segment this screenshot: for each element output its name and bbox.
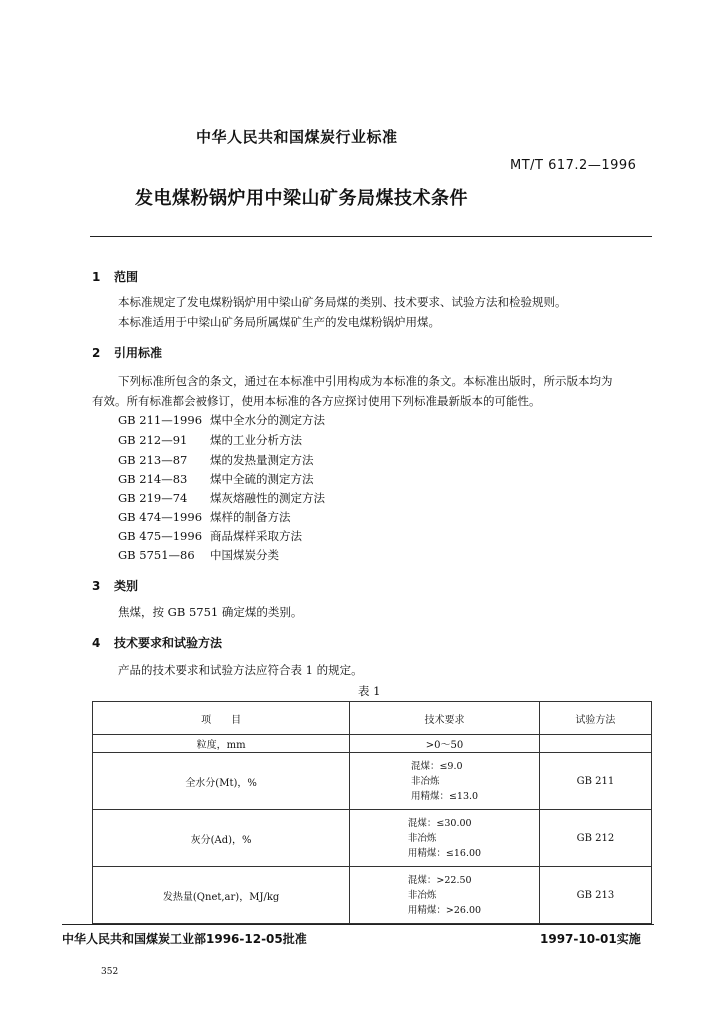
- ref-code: GB 475—1996: [118, 529, 203, 543]
- footer-approval: 中华人民共和国煤炭工业部1996-12-05批准: [62, 932, 307, 946]
- section-3-number: 3: [92, 579, 101, 593]
- spec-table: [92, 701, 652, 924]
- req-line: 混煤：≤9.0: [410, 760, 463, 772]
- ref-name: 煤中全水分的测定方法: [210, 413, 325, 427]
- page-number: 352: [101, 967, 119, 977]
- table-row: [93, 735, 652, 753]
- section-2-title: 引用标准: [114, 346, 163, 360]
- req-line: 用精煤：≤16.00: [407, 847, 482, 859]
- section-2-para-1b: 有效。所有标准都会被修订，使用本标准的各方应探讨使用下列标准最新版本的可能性。: [92, 394, 541, 408]
- section-4-para-1: 产品的技术要求和试验方法应符合表 1 的规定。: [118, 663, 363, 677]
- ref-item: [118, 528, 302, 544]
- table-cell-method: [539, 735, 651, 753]
- table-header-method: 试验方法: [539, 702, 651, 735]
- table-cell-item: 全水分(Mt)，%: [93, 753, 350, 810]
- section-1-number: 1: [92, 270, 101, 284]
- section-3-title: 类别: [114, 579, 139, 593]
- ref-item: [118, 412, 325, 428]
- table-cell-item: 灰分(Ad)，%: [93, 810, 350, 867]
- header-org: 中华人民共和国煤炭行业标准: [196, 128, 398, 146]
- section-1-para-2: 本标准适用于中梁山矿务局所属煤矿生产的发电煤粉锅炉用煤。: [118, 315, 440, 329]
- table-caption: 表 1: [358, 684, 381, 698]
- ref-code: GB 5751—86: [118, 548, 195, 562]
- ref-code: GB 211—1996: [118, 413, 203, 427]
- table-cell-requirement: [350, 810, 540, 867]
- section-2-number: 2: [92, 346, 101, 360]
- ref-name: 煤的工业分析方法: [210, 433, 302, 447]
- ref-code: GB 212—91: [118, 433, 188, 447]
- table-header-row: [93, 702, 652, 735]
- section-1-para-1: 本标准规定了发电煤粉锅炉用中梁山矿务局煤的类别、技术要求、试验方法和检验规则。: [118, 295, 567, 309]
- ref-name: 中国煤炭分类: [210, 548, 279, 562]
- ref-item: [118, 547, 279, 563]
- req-line: 用精煤：>26.00: [407, 904, 482, 916]
- table-cell-requirement: [350, 867, 540, 924]
- table-cell-item: 粒度，mm: [93, 735, 350, 753]
- section-1-title: 范围: [114, 270, 139, 284]
- table-cell-item: 发热量(Qnet,ar)，MJ/kg: [93, 867, 350, 924]
- table-cell-requirement: [350, 753, 540, 810]
- ref-item: [118, 432, 302, 448]
- table-cell-method: GB 212: [539, 810, 651, 867]
- table-row: [93, 753, 652, 810]
- table-row: [93, 867, 652, 924]
- ref-item: [118, 490, 325, 506]
- ref-item: [118, 452, 314, 468]
- table-cell-method: GB 211: [539, 753, 651, 810]
- table-cell-requirement: >0～50: [350, 735, 540, 753]
- ref-name: 煤的发热量测定方法: [210, 453, 314, 467]
- section-2-heading: [92, 344, 162, 361]
- req-line: 非冶炼: [410, 775, 440, 787]
- ref-item: [118, 509, 291, 525]
- section-4-number: 4: [92, 636, 101, 650]
- ref-code: GB 219—74: [118, 491, 188, 505]
- section-3-heading: [92, 577, 138, 594]
- standard-code: MT/T 617.2—1996: [510, 158, 637, 173]
- footer-effective-date: 1997-10-01实施: [540, 932, 641, 946]
- ref-code: GB 214—83: [118, 472, 188, 486]
- section-2-para-1a: 下列标准所包含的条文，通过在本标准中引用构成为本标准的条文。本标准出版时，所示版本均为: [118, 374, 613, 388]
- table-header-requirement: 技术要求: [350, 702, 540, 735]
- section-4-heading: [92, 634, 222, 651]
- table-cell-method: GB 213: [539, 867, 651, 924]
- req-line: 非冶炼: [407, 832, 437, 844]
- section-1-heading: [92, 268, 138, 285]
- table-header-item: 项 目: [93, 702, 350, 735]
- req-line: 混煤：>22.50: [407, 874, 472, 886]
- section-3-para-1: 焦煤，按 GB 5751 确定煤的类别。: [118, 605, 303, 619]
- req-line: 用精煤：≤13.0: [410, 790, 479, 802]
- table-row: [93, 810, 652, 867]
- ref-name: 商品煤样采取方法: [210, 529, 302, 543]
- ref-name: 煤灰熔融性的测定方法: [210, 491, 325, 505]
- ref-name: 煤中全硫的测定方法: [210, 472, 314, 486]
- ref-code: GB 213—87: [118, 453, 188, 467]
- ref-item: [118, 471, 314, 487]
- req-line: 非冶炼: [407, 889, 437, 901]
- header-rule: [90, 236, 652, 237]
- footer-rule: [62, 924, 654, 925]
- section-4-title: 技术要求和试验方法: [114, 636, 223, 650]
- ref-name: 煤样的制备方法: [210, 510, 291, 524]
- ref-code: GB 474—1996: [118, 510, 203, 524]
- req-line: 混煤：≤30.00: [407, 817, 472, 829]
- page-title: 发电煤粉锅炉用中梁山矿务局煤技术条件: [135, 188, 468, 209]
